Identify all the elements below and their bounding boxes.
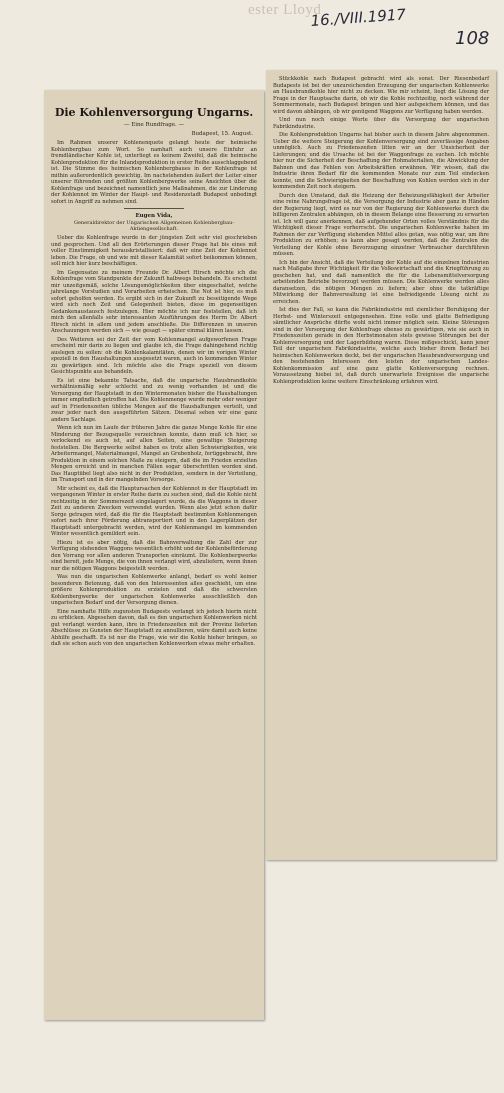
left-paragraph: Was nun die ungarischen Kohlenwerke anlangt, bedarf es wohl keiner besonderen Betonung, daß von den Interessenten alles geschieht, um eine größere Kohlenproduktion zu erzielen und daß die schwersten Kohlenbergwerke der ungarischen Kohlenwerke ausschließlich den ungarischen Bedarf und der Versorgung dienen. (51, 574, 257, 606)
section-divider (124, 208, 184, 209)
left-paragraph: Wenn ich nun im Laufe der früheren Jahre die ganze Menge Kohle für eine Minderung der Bezugsquelle verzeichnen konnte, dann muß ich hier, so verlockend es auch ist, auf allen Seiten, eine gewaltige Steigerung feststellen. Die Bergwerke selbst haben es trotz allen Schwierigkeiten, wie Arbeitermangel, Materialmangel, Mangel an Grubenholz, fertiggebracht, ihre Produktion in einem solchen Maße zu steigern, daß die im Frieden erzielten Mengen erreicht und in manchen Fällen sogar überschritten worden sind. Das Hauptübel liegt also nicht in der Produktion, sondern in der Verteilung, im Transport und in der mangelnden Vorsorge. (51, 425, 257, 483)
speaker-name: Eugen Vida, (135, 213, 173, 219)
right-paragraph: Durch den Umstand, daß die Heizung der Beheizungsfähigkeit der Arbeiter eine reine Nahrungsfrage ist, die Versorgung der Industrie aber ganz in Händen der Regierung liegt, wird es nur von der Regierung der Kohlenwerke durch die billigeren Zentralen abhängen, ob in diesem Belange eine Besserung zu erwarten ist. Ich will ganz anerkennen, daß aufgehender Orten volles Verständnis für die Wichtigkeit dieser Frage vorherrscht. Die ungarischen Kohlenwerke haben im Rahmen der zur Verfügung stehenden Mittel alles getan, was nötig war, um ihre Produktion zu erhöhen; es kann aber gesagt werden, daß die Zentralen die Verteilung der Kohle ohne Bevorzugung einzelner Verbraucher durchführen müssen. (273, 192, 489, 257)
handwritten-date: 16./VIII.1917 (310, 5, 407, 30)
left-paragraph: Des Weiteren sei der Zeit der vom Kohlenmangel aufgeworfenen Frage erscheint mir darin zu liegen und glaube ich, die Frage dahingehend richtig auslegen zu sollen: ob die Kohlenkalamitäten, denen wir im vorigen Winter speziell in den Haushaltungen ausgesetzt waren, auch in kommenden Winter zu gewärtigen sind. Ich möchte also die Frage speziell von diesem Gesichtspunkte aus behandeln. (51, 336, 257, 375)
left-paragraph: Hiezu ist es aber nötig, daß die Bahnverwaltung die Zahl der zur Verfügung stehenden Waggons wesentlich erhöht und der Kohlenbeförderung den Vorrang vor allen anderen Transporten einräumt. Die Kohlenbergwerke sind bereit, jede Menge, die von ihnen verlangt wird, abzuliefern, wenn ihnen nur die nötigen Waggons beigestellt werden. (51, 539, 257, 572)
right-paragraph: Die Kohlenproduktion Ungarns hat bisher auch in diesem Jahre abgenommen. Ueber die weitere Steigerung der Kohlenversorgung sind zuverlässige Angaben unmöglich. Auch zu Friedenszeiten litten wir an der Unsicherheit der Lieferungen; und die Ursache ist bei der Waggonfrage zu suchen. Ich möchte hier nur die Sicherheit der Beschaffung der Rohmaterialien, die Abwicklung der Bahnen und das Fehlen von Arbeitskräften erwähnen. Wir wissen, daß die Industrie ihren Bedarf für die kommenden Monate nur zum Teil eindecken konnte, und die Schwierigkeiten der Beschaffung von Kohlen werden sich in der kommenden Zeit noch steigern. (273, 132, 489, 190)
right-paragraph: Stückkohle nach Budapest gebracht wird als sonst. Der Riesenbedarf Budapests ist bei der unzureichenden Erzeugung der ungarischen Kohlenwerke an Hausbrandkohle hier nicht zu decken. Wie mir scheint, liegt die Lösung der Frage in der Hauptsache darin, ob wir die Kohle rechtzeitig, noch während der Sommermonate, nach Budapest bringen und hier aufspeichern können, und das wird davon abhängen, ob wir genügend Waggons zur Verfügung haben werden. (273, 76, 489, 115)
speaker-title: Generaldirektor der Ungarischen Allgemeinen Kohlenbergbau-Aktiengesellschaft. (73, 220, 235, 232)
left-paragraph: Es ist eine bekannte Tatsache, daß die ungarische Hausbrandkohle verhältnismäßig sehr schlecht und zu wenig vorhanden ist und die Versorgung der Hauptstadt in den Wintermonaten bisher die Haushaltungen immer empfindlich getroffen hat. Die Kohlenmenge wurde mehr oder weniger auf in Friedenszeiten übliche Mengen auf die Haushaltungen verteilt, und zwar jeder nach den ausgeführten Sätzen. Diesmal sehen wir eine ganz andere Sachlage. (51, 377, 257, 423)
article-headline: Die Kohlenversorgung Ungarns. (54, 106, 254, 119)
right-paragraph: Und nun noch einige Worte über die Versorgung der ungarischen Fabrikindustrie. (273, 117, 489, 130)
right-paragraph: Ich bin der Ansicht, daß die Verteilung der Kohle auf die einzelnen Industrien nach Maßgabe ihrer Wichtigkeit für die Volkswirtschaft und die Kriegführung zu geschehen hat, und daß namentlich die für die Lebensmittelversorgung arbeitenden Betriebe bevorzugt werden müssen. Die Kohlenwerke werden alles daransetzen, die nötigen Mengen zu liefern; aber ohne die tatkräftige Mitwirkung der Bahnverwaltung ist eine befriedigende Lösung nicht zu erreichen. (273, 259, 489, 305)
left-paragraph: Im Gegensatze zu meinem Freunde Dr. Albert Hirsch möchte ich die Kohlenfrage vom Standpunkte der Zukunft halbwegs behandeln. Es erscheint mir unzeitgemäß, solche Lösungsmöglichkeiten über eingeschaltet, welche jahrelange Vorstudien und Vorarbeiten erheischen. Die Not ist hier, es muß sofort geholfen werden. Es ergibt sich in der Zukunft zu beseitigende Wege wird sich noch Zeit und Gelegenheit bieten, diese im gegenseitigen Gedankenaustausch festzulegen. Hier möchte ich nur feststellen, daß ich mich den allenfalls sehr interessanten Ausführungen des Herrn Dr. Albert Hirsch nicht in allem und jedem anschließe. Die Differenzen in unseren Anschauungen werden sich — wie gesagt — später einmal klären lassen. (51, 269, 257, 334)
article-dateline: Budapest, 15. August. (191, 131, 253, 137)
left-paragraph: Ueber die Kohlenfrage wurde in der jüngsten Zeit sehr viel geschrieben und gesprochen. Und all den Erörterungen dieser Frage hat bis eines mit voller Einstimmigkeit herauskristallisiert: daß wir eine Zeit der Kohlennot leben. Die Frage, ob und wie mit dieser Kalamität sofort beikommen können, soll mich hier kurz beschäftigen. (51, 235, 257, 267)
article-subhead: — Eine Rundfrage. — (123, 122, 185, 128)
left-paragraph: Mir scheint es, daß die Hauptursachen der Kohlennot in der Hauptstadt im vergangenen Winter in erster Reihe darin zu suchen sind, daß die Kohle nicht rechtzeitig in der Sommerszeit eingelagert wurde, da die Waggons in dieser Zeit zu anderen Zwecken verwendet wurden. Wenn also jetzt schon dafür Sorge getragen wird, daß die für die Hauptstadt bestimmten Kohlenmengen sofort nach ihrer Förderung abtransportiert und in den Lagerplätzen der Hauptstadt untergebracht werden, wird der Kohlenmangel im kommenden Winter wesentlich gemildert sein. (51, 485, 257, 537)
newspaper-masthead-fragment: ester Lloyd (248, 2, 322, 18)
left-paragraph: Eine namhafte Hilfe zugunsten Budapests verlangt ich jedoch hierin nicht zu erblicken. Abgesehen davon, daß es den ungarischen Kohlenwerken nicht gut verlangt werden kann, ihre in Friedenszeiten mit der Provinz lieferten Abschlüsse zu Gunsten der Hauptstadt zu annullieren, wäre damit auch keine Abhilfe geschafft. Es ist nur die Frage, wie wir die Kohle hieher bringen, so daß sie schon auch von den ungarischen Kohlenwerken etwas mehr erhalten. (51, 608, 257, 647)
right-paragraph: Ist dies der Fall, so kann die Fabrikindustrie mit ziemlicher Beruhigung der Herbst- und Winterszeit entgegensehen. Eine volle und glatte Befriedigung sämtlicher Ansprüche dürfte wohl nicht immer möglich sein. Kleine Störungen sind in der Versorgung der Kohlenfrage ebenso zu gewärtigen, wie sie auch in Friedenszeiten gerade in den Herbstmonaten stets gewisse Störungen bei der Kohlenversorgung und der Lagerbildung waren. Diese mißgeschickt, kann jener Teil der ungarischen Fabrikindustrie, welche auch bisher ihrem Bedarf bei heimischen Kohlenwerken deckt, bei der ungarischen Hausbrandversorgung und den bestehenden Interessen den leisten der ungarischen Landes-Kohlenkommission auf eine ganz glatte Kohlenversorgung rechnen. Voraussetzung hiebei ist, daß durch unerwartete Ereignisse die ungarische Kohlenproduktion keine weitere Einschränkung erfahren wird. (273, 307, 489, 385)
clipping-column-right (266, 70, 496, 860)
clipping-column-left (44, 90, 264, 1020)
handwritten-page-number: 108 (455, 28, 490, 49)
article-intro: Im Rahmen unserer Kohlenenquete gelangt heute der heimische Kohlenbergbau zum Wort. So namhaft auch unsere Einfuhr an fremdländischer Kohle ist, unterliegt es keinem Zweifel, daß die heimische Kohlenproduktion für die Inlandsproduktion in erster Reihe ausschlaggebend ist. Die Stimme des heimischen Kohlenbergbaues in der Kohlenfrage ist mithin außerordentlich gewichtig. Im nachstehenden äußert der Leiter einer unserer führenden und größten Kohlenbergwerke seine Ansichten über die Kohlenfrage und bezeichnet namentlich jene Maßnahmen, die zur Linderung der Kohlennot im Winter der Haupt- und Residenzstadt Budapest unbedingt sofort in Angriff zu nehmen sind. (51, 140, 257, 205)
